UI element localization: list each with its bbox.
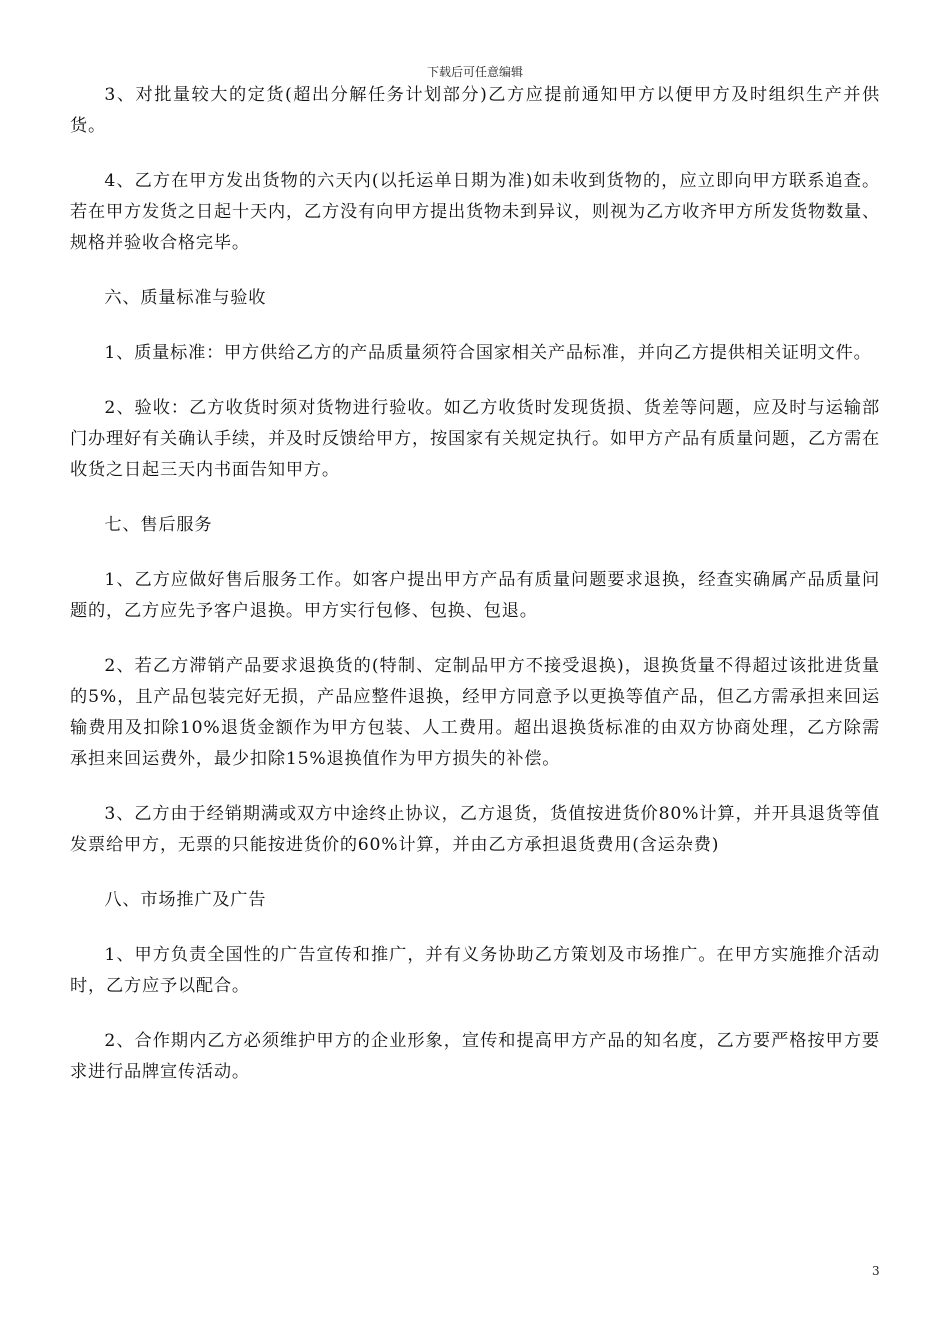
paragraph-after-sales-1: 1、乙方应做好售后服务工作。如客户提出甲方产品有质量问题要求退换，经查实确属产品质量问题的，乙方应先予客户退换。甲方实行包修、包换、包退。	[70, 570, 880, 621]
page-number: 3	[872, 1264, 880, 1278]
paragraph-acceptance: 2、验收：乙方收货时须对货物进行验收。如乙方收货时发现货损、货差等问题，应及时与运输部门办理好有关确认手续，并及时反馈给甲方，按国家有关规定执行。如甲方产品有质量问题，乙方需在收货之日起三天内书面告知甲方。	[70, 398, 880, 480]
header-note: 下载后可任意编辑	[426, 65, 523, 79]
paragraph-marketing-2: 2、合作期内乙方必须维护甲方的企业形象，宣传和提高甲方产品的知名度，乙方要严格按甲方要求进行品牌宣传活动。	[70, 1031, 880, 1082]
paragraph-delivery-4: 4、乙方在甲方发出货物的六天内(以托运单日期为准)如未收到货物的，应立即向甲方联系追查。若在甲方发货之日起十天内，乙方没有向甲方提出货物未到异议，则视为乙方收齐甲方所发货物数量、规格并验收合格完毕。	[70, 171, 880, 253]
section-heading-quality: 六、质量标准与验收	[104, 288, 267, 308]
section-heading-marketing: 八、市场推广及广告	[104, 890, 267, 910]
paragraph-quality-standard: 1、质量标准：甲方供给乙方的产品质量须符合国家相关产品标准，并向乙方提供相关证明文件。	[104, 343, 872, 363]
paragraph-after-sales-2: 2、若乙方滞销产品要求退换货的(特制、定制品甲方不接受退换)，退换货量不得超过该批进货量的5%，且产品包装完好无损，产品应整件退换，经甲方同意予以更换等值产品，但乙方需承担来回运输费用及扣除10%退货金额作为甲方包装、人工费用。超出退换货标准的由双方协商处理，乙方除需承担来回运费外，最少扣除15%退换值作为甲方损失的补偿。	[70, 656, 880, 769]
section-heading-after-sales: 七、售后服务	[104, 515, 213, 535]
paragraph-delivery-3: 3、对批量较大的定货(超出分解任务计划部分)乙方应提前通知甲方以便甲方及时组织生产并供货。	[70, 85, 880, 136]
document-body	[70, 80, 880, 1112]
paragraph-marketing-1: 1、甲方负责全国性的广告宣传和推广，并有义务协助乙方策划及市场推广。在甲方实施推介活动时，乙方应予以配合。	[70, 945, 880, 996]
paragraph-after-sales-3: 3、乙方由于经销期满或双方中途终止协议，乙方退货，货值按进货价80%计算，并开具退货等值发票给甲方，无票的只能按进货价的60%计算，并由乙方承担退货费用(含运杂费)	[70, 804, 880, 855]
